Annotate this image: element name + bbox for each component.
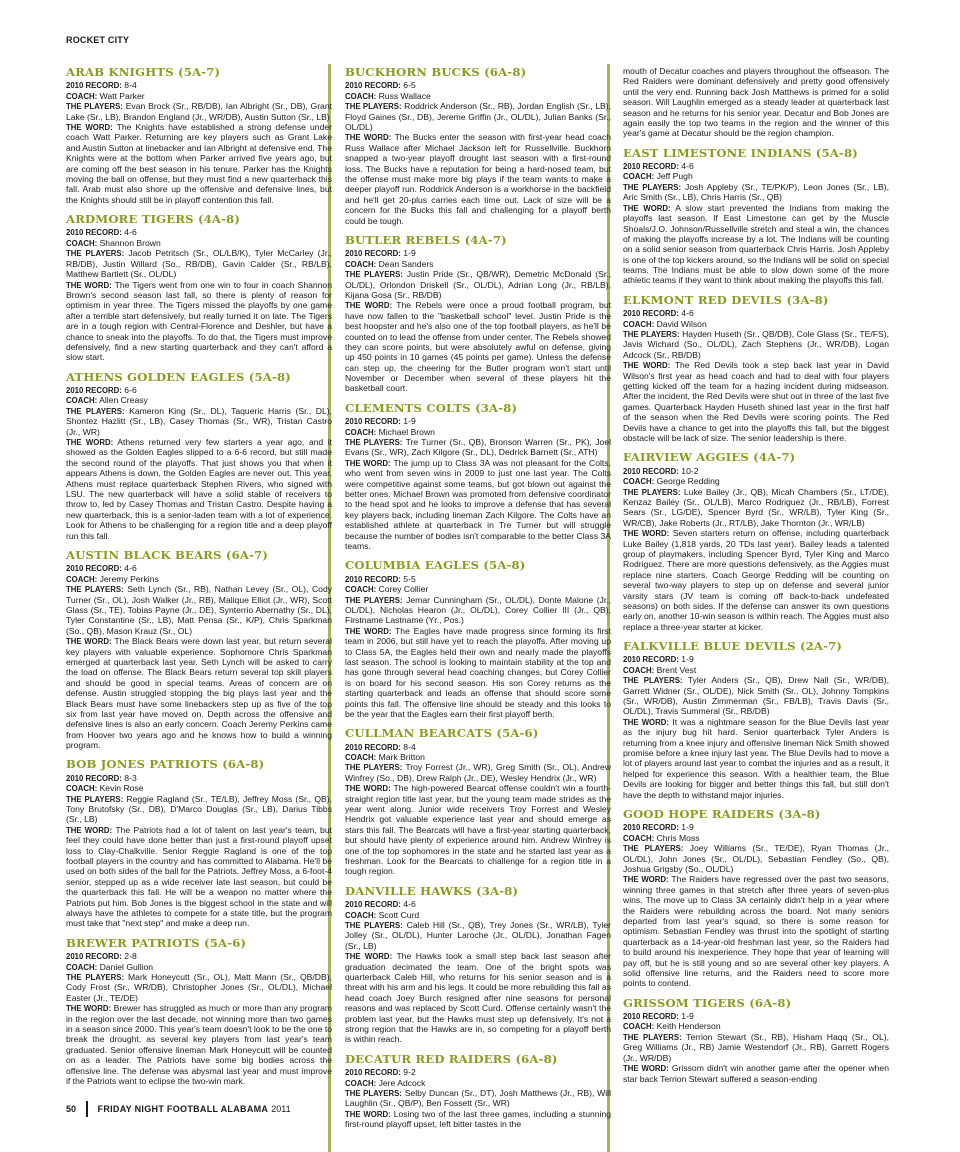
record-line — [345, 742, 611, 752]
team-heading: GOOD HOPE RAIDERS (3A-8) — [623, 807, 821, 822]
players-line — [345, 437, 611, 458]
players-label: THE PLAYERS: — [66, 102, 123, 112]
page-footer — [66, 1101, 291, 1117]
players-line — [66, 584, 332, 636]
coach-value: Chris Moss — [656, 832, 700, 843]
coach-line — [345, 584, 611, 594]
coach-value: Russ Wallace — [378, 90, 431, 101]
coach-value: Jeff Pugh — [656, 171, 693, 182]
word-value: Seven starters return on offense, including quarterback Luke Bailey (1,818 yards, 20 TDs last year). Bailey leads a talented group of playmakers, including Spencer Byrd, Tyler King and Marco Rodriguez. There are more questions defensively, as the Aggies must replace nine starters. Coach George Redding will be counting on several two-way players to step up on defense and several junior varsity stars (JV team is coming off back-to-back undefeated seasons) on both sides. If the defense can answer its own questions early on, another 10-win season is within reach. The Aggies must also replace a three-year starter at kicker. — [623, 528, 890, 632]
players-value: Justin Pride (Sr., QB/WR), Demetric McDonald (Sr., OL/DL), Orlondon Driskell (Sr., OL/DL), Adrian Long (Jr., RB/LB), Kijana Gosa (Sr., RB/DB) — [345, 269, 611, 300]
team-heading: DECATUR RED RAIDERS (6A-8) — [345, 1051, 558, 1066]
word-label: THE WORD: — [66, 637, 112, 647]
team-heading: FALKVILLE BLUE DEVILS (2A-7) — [623, 639, 843, 654]
coach-value: Kevin Rose — [99, 783, 144, 794]
publication-name: FRIDAY NIGHT FOOTBALL ALABAMA — [97, 1104, 269, 1114]
coach-line — [66, 783, 332, 793]
players-line — [345, 269, 611, 300]
record-line — [345, 248, 611, 258]
record-label: 2010 RECORD: — [66, 386, 122, 395]
players-value: Seth Lynch (Sr., RB), Nathan Levey (Sr., OL), Cody Turner (Sr., OL), Josh Walker (Jr., RB), Malique Elliot (Jr., WR), Scott Glass (Sr., TE), Tobias Payne (Jr., DE), Synterrio Abernathy (Sr., DL), Tyler Constantine (Sr., LB), Matt Pensa (Sr., K/P), Chris Sparkman (So., QB), Mason Krauz (Sr., OL) — [66, 584, 333, 636]
record-line — [623, 1011, 889, 1021]
coach-line — [623, 1021, 889, 1031]
coach-label: COACH: — [623, 477, 655, 487]
word-value: The high-powered Bearcat offense couldn't win a fourth-straight region title last year, but the young team made strides as the year went along. Junior wide receivers Troy Forrest and Wesley Hendrix got valuable experience last year and should emerge as stars this fall. The Bearcats will have a first-year starting quarterback, but should have plenty of experience around him. Andrew Winfrey is one of the top sophomores in the state and he started last year as a freshman. Look for the Bearcats to challenge for a region title in a tough region. — [345, 783, 611, 877]
word-line — [345, 458, 611, 552]
column-2 — [345, 65, 612, 1130]
word-label: THE WORD: — [345, 458, 391, 468]
record-value: 4-6 — [681, 161, 694, 172]
word-value: The Hawks took a small step back last season after graduation decimated the team. One of the bright spots was quarterback Caleb Hill, who returns for his senior season and is a threat with his arm and his legs. It could be more rebuilding this fall as head coach Joey Burch resigned after nine seasons for personal reasons and was replaced by Scott Curd. Offense certainly wasn't the problem last year, but the Hawks must step up defensively. It's not a strong region that the Hawks are in, so competing for a playoff berth is within reach. — [345, 951, 611, 1045]
record-label: 2010 RECORD: — [66, 773, 122, 783]
word-value: The Rebels were once a proud football program, but have now fallen to the "basketball school" level. Justin Pride is the best hoopster and he's also one of the top football players, as he'll be counted on to lead the offense from under center. The Rebels showed they can score points, but were absolutely awful on defense, giving up 450 points in 10 games (45 points per game). Unless the defense can step up, the cheering for the Butler program won't start until November or December when several of these players hit the basketball court. — [345, 300, 611, 394]
players-value: Troy Forrest (Jr., WR), Greg Smith (Sr., OL), Andrew Winfrey (So., DB), Drew Ralph (Jr., DE), Wesley Hendrix (Jr., WR) — [345, 762, 612, 783]
coach-line — [66, 238, 332, 248]
word-value: The Red Devils took a step back last year in David Wilson's first year as head coach and had to deal with four players getting kicked off the team for a hazing incident during midseason. After the incident, the Red Devils were shut out in three of the last five games. Quarterback Hayden Huseth shined last year in the first half of the season when the Red Devils were scoring points. The Red Devils have a chance to get into the playoffs this fall, but the biggest obstacle will be lack of size. The senior leadership is there. — [623, 360, 889, 444]
publication-year: 2011 — [271, 1104, 291, 1114]
coach-label: COACH: — [66, 238, 98, 248]
record-value: 4-6 — [124, 227, 137, 238]
word-value: It was a nightmare season for the Blue Devils last year as the injury bug hit hard. Senior quarterback Tyler Anders is returning from a knee injury and offensive lineman Nick Smith showed promise before a knee injury last year. The Blue Devils had to move a lot of players around last year to combat the injuries and as a result, it helped for experience this season. With a healthier team, the Blue Devils are looking for bigger and better things this fall, but still don't have the depth to withstand major injuries. — [623, 716, 889, 800]
record-label: 2010 RECORD: — [66, 81, 122, 91]
coach-value: Watt Parker — [99, 90, 145, 101]
word-label: THE WORD: — [623, 529, 670, 539]
word-value: The jump up to Class 3A was not pleasant for the Colts, who went from seven wins in 2009 to just one last year. The Colts were competitive against some teams, but got blown out against the better ones. Michael Brown was promoted from defensive coordinator to the head spot and he looks to improve a defense that has several key players back, including lineman Zach Kilgore. The Colts have an established athlete at quarterback in Tre Turner but will struggle because the number of bodies isn't comparable to the better Class 3A teams. — [345, 457, 611, 551]
team-entry — [345, 727, 611, 877]
coach-line — [66, 962, 332, 972]
word-value: The Eagles have made progress since forming its first team in 2006, but still have yet to reach the playoffs. After moving up to Class 5A, the Eagles held their own and nearly made the playoffs last season. The school is looking to maintain stability at the top and has gone through several head coaching changes, but Corey Collier is on board for his second season. His son Corey returns as the starting quarterback and leads an offense that should score some points this fall. The offensive line should be steady and this looks to be the year that the Eagles earn their first playoff berth. — [345, 625, 611, 719]
word-line — [345, 951, 611, 1045]
players-label: THE PLAYERS: — [345, 270, 403, 280]
word-line — [66, 825, 332, 929]
players-value: Terrion Stewart (Sr., RB), Hisham Haqq (Sr., OL), Greg Williams (Jr., RB) Jamie Westendorf (Jr., RB), Garrett Rogers (Jr., WR/DB) — [623, 1031, 890, 1063]
players-line — [623, 329, 889, 360]
players-value: Roddrick Anderson (Sr., RB), Jordan English (Sr., LB), Floyd Gaines (Sr., DB), Jereme Griffin (Jr., OL/DL), Julian Banks (Sr., OL/DL) — [345, 101, 611, 132]
word-value: Losing two of the last three games, including a stunning first-round playoff upset, left bitter tastes in the — [345, 1108, 612, 1130]
team-entry — [66, 549, 332, 750]
record-line — [66, 227, 332, 237]
record-label: 2010 RECORD: — [623, 1012, 679, 1022]
record-line — [623, 466, 889, 476]
record-line — [345, 416, 611, 426]
word-label: THE WORD: — [345, 784, 391, 794]
coach-line — [623, 833, 889, 843]
players-label: THE PLAYERS: — [345, 438, 403, 448]
team-entry — [623, 640, 889, 800]
record-value: 9-2 — [403, 1067, 416, 1078]
players-label: THE PLAYERS: — [623, 182, 682, 192]
team-heading: BUTLER REBELS (4A-7) — [345, 232, 507, 247]
record-label: 2010 RECORD: — [623, 162, 679, 172]
record-label: 2010 RECORD: — [623, 655, 679, 665]
record-value: 1-9 — [681, 822, 694, 833]
coach-value: Daniel Gullion — [99, 961, 154, 972]
record-label: 2010 RECORD: — [345, 249, 401, 259]
word-label: THE WORD: — [66, 825, 113, 835]
record-label: 2010 RECORD: — [623, 466, 679, 476]
players-label: THE PLAYERS: — [623, 487, 681, 497]
team-heading: FAIRVIEW AGGIES (4A-7) — [623, 450, 796, 465]
record-value: 2-8 — [124, 951, 137, 962]
players-line — [66, 101, 332, 122]
record-line — [345, 80, 611, 90]
record-value: 6-5 — [403, 80, 416, 91]
word-label: THE WORD: — [66, 280, 112, 290]
coach-line — [345, 91, 611, 101]
players-value: Evan Brock (Sr., RB/DB), Ian Albright (Sr., DB), Grant Lake (Sr., LB), Brandon England (Jr., WR/DB), Austin Sutton (Sr., LB) — [66, 101, 332, 122]
coach-label: COACH: — [623, 172, 655, 182]
players-line — [623, 182, 889, 203]
word-line — [623, 1063, 889, 1084]
players-line — [66, 972, 332, 1003]
team-heading: CULLMAN BEARCATS (5A-6) — [345, 726, 539, 741]
word-label: THE WORD: — [623, 203, 671, 213]
players-label: THE PLAYERS: — [623, 1032, 682, 1042]
word-label: THE WORD: — [66, 438, 114, 448]
players-value: Mark Honeycutt (Sr., OL), Matt Mann (Sr., QB/DB), Cody Frost (Sr., WR/DB), Christopher Jones (Sr., OL/DL), Michael Easter (Jr., TE/DE) — [66, 971, 332, 1003]
team-heading: GRISSOM TIGERS (6A-8) — [623, 995, 792, 1010]
record-value: 4-6 — [681, 308, 694, 319]
record-label: 2010 RECORD: — [623, 823, 679, 833]
record-line — [66, 951, 332, 961]
players-line — [623, 1032, 889, 1063]
team-heading: ARAB KNIGHTS (5A-7) — [66, 65, 221, 79]
players-line — [623, 843, 889, 874]
word-value: The Knights have established a strong defense under coach Watt Parker. Returning are key players such as Grant Lake and Austin Sutton at linebacker and Ian Albright at defensive end. The Knights were at the bottom when Parker arrived five years ago, but are coming off the best season in his tenure. Parker has the Knights moving the ball on offense, but they must find a new quarterback this fall. Arab must also shore up the offensive and defensive lines, but the Knights should still be in playoff contention this fall. — [66, 121, 332, 205]
word-line — [623, 360, 889, 443]
record-line — [623, 308, 889, 318]
coach-value: George Redding — [656, 476, 720, 487]
word-line — [66, 122, 332, 205]
players-label: THE PLAYERS: — [345, 102, 402, 112]
word-line — [345, 300, 611, 394]
team-entry — [345, 234, 611, 394]
record-label: 2010 RECORD: — [345, 742, 401, 752]
coach-value: Corey Collier — [378, 584, 429, 595]
coach-value: Scott Curd — [378, 909, 420, 920]
players-line — [66, 248, 332, 279]
word-label: THE WORD: — [66, 1004, 112, 1014]
players-line — [345, 1088, 611, 1109]
word-label: THE WORD: — [345, 301, 393, 311]
record-value: 8-4 — [124, 80, 137, 91]
word-value: A slow start prevented the Indians from making the playoffs last season. If East Limestone can get by the Muscle Shoals/J.O. Johnson/Russellville stretch and steal a win, the chances of making the playoffs increase by a lot. The Indians will be counting on a solid senior season from quarterback Chris Harris. Josh Appleby is one of the top kickers around, so the Indians will be solid on special teams. The Indians must be able to slow down some of the more athletic teams if they want to think about making the playoffs this fall. — [623, 202, 890, 286]
coach-label: COACH: — [623, 833, 655, 843]
coach-label: COACH: — [623, 1022, 655, 1032]
players-label: THE PLAYERS: — [345, 595, 403, 605]
players-label: THE PLAYERS: — [623, 330, 680, 340]
record-value: 5-5 — [403, 573, 416, 584]
record-label: 2010 RECORD: — [345, 1068, 401, 1078]
record-value: 8-3 — [124, 772, 137, 783]
coach-value: Jere Adcock — [378, 1077, 426, 1088]
players-line — [345, 101, 611, 132]
record-value: 1-9 — [403, 416, 416, 427]
coach-label: COACH: — [66, 91, 98, 101]
record-value: 1-9 — [681, 654, 694, 665]
record-value: 1-9 — [681, 1011, 694, 1022]
record-value: 8-4 — [403, 741, 416, 752]
team-entry — [66, 937, 332, 1087]
continued-text: mouth of Decatur coaches and players throughout the offseason. The Red Raiders were dominant defensively and pretty good offensively until the very end. Running back Josh Matthews is primed for a solid season. Will Laughlin emerged as a steady leader at quarterback last season and he returns for his senior year. Decatur and Bob Jones are again easily the top two teams in the region and the winner of this year's game at Decatur should be the region champion. — [623, 66, 889, 139]
word-label: THE WORD: — [623, 717, 669, 727]
record-label: 2010 RECORD: — [623, 309, 679, 319]
word-label: THE WORD: — [345, 626, 392, 636]
record-line — [66, 773, 332, 783]
word-line — [345, 783, 611, 877]
coach-value: Mark Britton — [378, 752, 425, 763]
word-line — [623, 528, 889, 632]
word-line — [623, 203, 889, 286]
record-line — [345, 899, 611, 909]
team-entry — [623, 451, 889, 632]
word-line — [345, 626, 611, 720]
team-heading: CLEMENTS COLTS (3A-8) — [345, 400, 518, 415]
players-value: Joey Williams (Sr., TE/DE), Ryan Thomas (Jr., OL/DL), John Jones (Sr., OL/DL), Sebastian Fendley (So., QB), Joshua Grigsby (So., OL/DL) — [623, 843, 889, 875]
team-heading: BREWER PATRIOTS (5A-6) — [66, 935, 247, 950]
record-value: 10-2 — [681, 465, 699, 476]
coach-value: Keith Henderson — [656, 1021, 721, 1032]
team-heading: EAST LIMESTONE INDIANS (5A-8) — [623, 145, 858, 160]
players-label: THE PLAYERS: — [345, 921, 403, 930]
coach-value: Dean Sanders — [378, 258, 434, 269]
team-entry — [66, 758, 332, 928]
record-label: 2010 RECORD: — [345, 417, 401, 427]
players-label: THE PLAYERS: — [66, 794, 124, 804]
coach-label: COACH: — [345, 427, 377, 437]
record-value: 4-6 — [403, 899, 416, 910]
team-entry — [623, 294, 889, 444]
record-line — [345, 574, 611, 584]
word-line — [345, 132, 611, 226]
word-label: THE WORD: — [623, 875, 669, 885]
team-entry — [345, 559, 611, 719]
coach-label: COACH: — [345, 753, 377, 763]
players-line — [345, 762, 611, 783]
players-line — [623, 675, 889, 717]
coach-label: COACH: — [623, 665, 655, 675]
players-value: Luke Bailey (Jr., QB), Micah Chambers (Sr., LT/DE), Kenzaz Bailey (Sr., OL/LB), Marco Rodriguez (Jr., RB/LB), Forrest Sears (Sr., LG/DE), Spencer Byrd (Sr., WR/LB), Tyler King (Sr., WR/CB), Jake Roberts (Jr., RT/LB), Jake Thornton (Jr., WR/LB) — [623, 486, 890, 528]
record-line — [623, 161, 889, 171]
coach-line — [345, 1078, 611, 1088]
team-entry — [623, 147, 889, 286]
word-value: The Black Bears were down last year, but return several key players with valuable experience. Sophomore Chris Sparkman emerged at quarterback last year. Seth Lynch will be asked to carry the load on offense. The Black Bears return several top skill players and should be good in special teams. Areas of concern are on defense. Austin struggled stopping the big plays last year and the Black Bears must have some linebackers step up as five of the top six from last year have moved on. Depth across the offensive and defensive lines is also an early concern. Coach Jeremy Perkins came from Hoover two years ago and he knows how to build a winning program. — [66, 636, 332, 751]
coach-label: COACH: — [66, 396, 98, 406]
record-label: 2010 RECORD: — [345, 81, 401, 91]
word-value: Grissom didn't win another game after the opener when star back Terrion Stewart suffered a season-ending — [623, 1063, 889, 1084]
players-line — [66, 794, 332, 825]
word-label: THE WORD: — [345, 952, 393, 962]
coach-label: COACH: — [66, 574, 98, 584]
team-heading: BOB JONES PATRIOTS (6A-8) — [66, 757, 265, 772]
players-value: Caleb Hill (Sr., QB), Trey Jones (Sr., WR/LB), Tyler Jolley (Sr., OL/DL), Hunter Laroche (Jr., OL/DL), Jonathan Fagen (Sr., LB) — [345, 920, 611, 951]
column-3 — [623, 66, 890, 1084]
word-label: THE WORD: — [623, 361, 671, 371]
players-value: Josh Appleby (Sr., TE/PK/P), Leon Jones (Sr., LB), Aric Smith (Sr., LB), Chris Harris (Sr., QB) — [623, 181, 889, 203]
word-value: The Tigers went from one win to four in coach Shannon Brown's second season last fall, so there is plenty of reason for optimism in year three. The Tigers missed the playoffs by one game after a terrible start defensively, but really turned it on late. The Tigers are in a tough region with Central-Florence and Deshler, but have a chance to sneak into the playoffs. To do that, the Tigers must improve defensively, find a new starting quarterback and they can't afford a slow start. — [66, 279, 332, 363]
record-value: 1-9 — [403, 248, 416, 259]
word-value: The Raiders have regressed over the past two seasons, winning three games in that stretch after three years of seven-plus wins. The move up to Class 3A certainly didn't help in a year where the Raiders were rebuilding across the board. Not many seniors departed from last year's squad, so there is some reason for optimism. Sebastian Fendley was thrust into the spotlight of starting quarterback as a 14-year-old freshman last year, so the Raiders had to build around his inexperience. They hope that year of learning will pay off, but he is still young and so are several other key players. A solid offensive line returns, and the Raiders need to score more points to contend. — [623, 874, 889, 989]
word-value: The Bucks enter the season with first-year head coach Russ Wallace after Michael Jackson left for Russellville. Buckhorn snapped a two-year playoff drought last season with a first-round loss. The Bucks have a reputation for being a hard-nosed team, but the offense must make more big plays if the team wants to make a deeper playoff run. Roddrick Anderson is a workhorse in the backfield and he'll get 20-plus carries each time out. Lack of size will be a concern for the Bucks this fall and challenging for a playoff berth could be tough. — [345, 132, 611, 226]
word-label: THE WORD: — [345, 1109, 391, 1119]
players-label: THE PLAYERS: — [66, 585, 124, 595]
players-label: THE PLAYERS: — [66, 406, 125, 416]
word-line — [66, 636, 332, 750]
players-value: Jacob Petritsch (Sr., OL/LB/K), Tyler McCarley (Jr., RB/DB), Justin Willard (So., RB/DB), Gavin Calder (Sr., RB/LB), Matthew Bartlett (Sr., OL/DL) — [66, 248, 332, 280]
record-label: 2010 RECORD: — [66, 228, 122, 238]
players-label: THE PLAYERS: — [66, 249, 125, 259]
word-label: THE WORD: — [66, 122, 113, 132]
word-label: THE WORD: — [623, 1064, 669, 1074]
players-label: THE PLAYERS: — [623, 844, 684, 854]
coach-label: COACH: — [345, 1078, 377, 1088]
word-value: The Patriots had a lot of talent on last year's team, but feel they could have done better than just a first-round playoff upset loss to Clay-Chalkville. Senior Reggie Ragland is one of the top football players in the country and has committed to Alabama. He'll be used on both sides of the ball for the Patriots. Jeffrey Moss, a 6-foot-4 senior, stepped up as a wide receiver late last season, but could be the quarterback this fall. He will be a weapon no matter where the Patriots put him. Bob Jones is the biggest school in the state and will always have the athletes to compete for a state title, but the program must take that "next step" and make a deep run. — [66, 824, 333, 929]
word-line — [623, 874, 889, 988]
team-entry — [345, 66, 611, 226]
page-number: 50 — [66, 1104, 77, 1114]
word-line — [66, 280, 332, 363]
coach-line — [623, 665, 889, 675]
word-value: Athens returned very few starters a year ago, and it showed as the Golden Eagles slipped to a 6-6 record, but still made the second round of the playoffs. That just shows you that when it appears Athens is down, the Golden Eagles are never out. This year, Athens must replace quarterback Stephen Rivers, who signed with LSU. The new quarterback will have a solid stable of receivers to throw to, led by Casey Thomas and Tristan Castro. Despite having a new quarterback, this is a senior-laden team with a lot of experience. Look for Athens to be challenging for a region title and a deep playoff run this fall. — [66, 437, 333, 541]
players-label: THE PLAYERS: — [623, 676, 683, 686]
players-line — [345, 920, 611, 951]
footer-divider — [86, 1101, 88, 1117]
team-heading: ARDMORE TIGERS (4A-8) — [66, 212, 241, 227]
record-line — [623, 654, 889, 664]
coach-label: COACH: — [345, 259, 377, 269]
record-line — [623, 822, 889, 832]
record-label: 2010 RECORD: — [345, 574, 401, 584]
running-head: ROCKET CITY — [66, 35, 130, 45]
coach-value: Shannon Brown — [99, 237, 161, 248]
team-heading: COLUMBIA EAGLES (5A-8) — [345, 558, 526, 573]
record-label: 2010 RECORD: — [345, 900, 401, 910]
team-entry — [66, 371, 332, 541]
coach-line — [345, 910, 611, 920]
players-label: THE PLAYERS: — [66, 972, 125, 982]
coach-label: COACH: — [345, 91, 377, 101]
record-label: 2010 RECORD: — [66, 564, 122, 574]
team-entry — [345, 402, 611, 552]
coach-label: COACH: — [623, 319, 655, 329]
team-entry — [66, 213, 332, 363]
coach-label: COACH: — [66, 784, 98, 794]
record-line — [345, 1067, 611, 1077]
word-value: Brewer has struggled as much or more than any program in the region over the last decade, not winning more than two games in a season since 2000. This year's team doesn't look to be the one to break the drought, as several key players from last year's team graduated. Senior offensive lineman Mark Honeycutt will be counted on as a leader. The Patriots have some big bodies across the offensive line. The defense was abysmal last year and must improve if the Patriots want to eclipse the two-win mark. — [66, 1003, 333, 1086]
players-value: Tyler Anders (Sr., QB), Drew Nall (Sr., WR/DB), Garrett Widner (Sr., OL/DE), Nick Smith (Sr., OL), Johnny Tompkins (Sr., WR/DB), Austin Zimmerman (Sr., FB/LB), Travis Davis (Sr., OL/DL), Travis Summeral (Sr., RB/DB) — [623, 675, 889, 717]
coach-value: Allen Creasy — [99, 395, 148, 406]
coach-line — [66, 395, 332, 405]
coach-label: COACH: — [66, 962, 98, 972]
word-label: THE WORD: — [345, 133, 392, 143]
coach-line — [345, 427, 611, 437]
players-value: Reggie Ragland (Sr., TE/LB), Jeffrey Moss (Sr., QB), Tony Brutofsky (Sr., DB), D'Marco Douglas (Sr., LB), Darius Tibbs (Sr., LB) — [66, 793, 333, 825]
coach-line — [66, 91, 332, 101]
coach-line — [345, 752, 611, 762]
players-line — [345, 595, 611, 626]
players-label: THE PLAYERS: — [345, 763, 403, 773]
coach-line — [66, 574, 332, 584]
coach-label: COACH: — [345, 910, 377, 920]
word-line — [345, 1109, 611, 1130]
record-value: 6-6 — [124, 385, 137, 395]
coach-line — [623, 319, 889, 329]
coach-line — [623, 476, 889, 486]
players-value: Selby Duncan (Sr., DT), Josh Matthews (Jr., RB), Will Laughlin (Sr., QB/P), Ben Fossett (Sr., WR) — [345, 1087, 611, 1109]
team-heading: BUCKHORN BUCKS (6A-8) — [345, 65, 527, 79]
players-value: Hayden Huseth (Sr., QB/DB), Cole Glass (Sr., TE/FS), Javis Wichard (So., OL/DL), Zach Stephens (Jr., WR/DB), Logan Adcock (Sr., RB/DB) — [623, 329, 889, 360]
record-value: 4-6 — [124, 563, 137, 574]
players-label: THE PLAYERS: — [345, 1088, 402, 1098]
players-line — [66, 406, 332, 437]
players-value: Tre Turner (Sr., QB), Bronson Warren (Sr., PK), Joel Evans (Sr., WR), Zach Kilgore (Sr., DL), Dedrick Barnett (Sr., ATH) — [345, 437, 612, 458]
record-line — [66, 563, 332, 573]
players-line — [623, 487, 889, 529]
word-line — [623, 717, 889, 800]
coach-line — [345, 259, 611, 269]
record-line — [66, 80, 332, 90]
team-entry — [623, 997, 889, 1084]
record-label: 2010 RECORD: — [66, 952, 122, 962]
team-entry — [623, 808, 889, 989]
coach-label: COACH: — [345, 585, 377, 595]
coach-value: Brent Vest — [656, 664, 697, 675]
word-line — [66, 1003, 332, 1086]
coach-value: Jeremy Perkins — [99, 573, 159, 584]
players-value: Jemar Cunningham (Sr., OL/DL), Donte Malone (Jr., OL/DL), Nicholas Hearon (Jr., OL/DL), Corey Collier III (Jr., QB), Firstname Lastname (Yr., Pos.) — [345, 594, 612, 626]
team-entry — [66, 66, 332, 205]
coach-value: Michael Brown — [378, 426, 435, 437]
team-heading: ELKMONT RED DEVILS (3A-8) — [623, 292, 829, 307]
team-heading: ATHENS GOLDEN EAGLES (5A-8) — [66, 369, 291, 384]
coach-line — [623, 171, 889, 181]
team-entry — [345, 885, 611, 1045]
team-heading: DANVILLE HAWKS (3A-8) — [345, 883, 519, 898]
team-heading: AUSTIN BLACK BEARS (6A-7) — [66, 547, 269, 562]
players-value: Kameron King (Sr., DL), Taqueric Harris (Sr., DL), Shontez Hazlitt (Sr., LB), Casey Thomas (Sr., WR), Tristan Castro (Jr., WR) — [66, 405, 332, 437]
record-line — [66, 385, 332, 395]
coach-value: David Wilson — [656, 318, 707, 329]
column-1 — [66, 65, 333, 1086]
team-entry — [345, 1053, 611, 1130]
word-line — [66, 437, 332, 541]
